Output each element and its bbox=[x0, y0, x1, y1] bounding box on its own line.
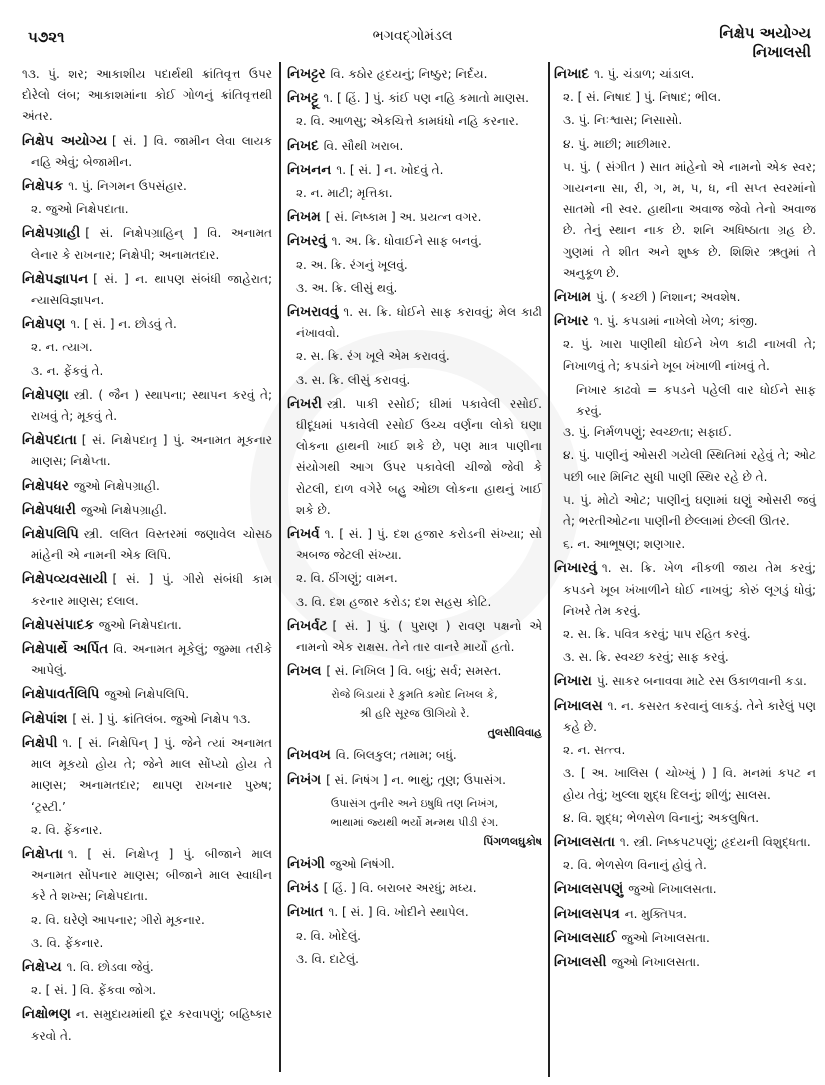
dictionary-entry bbox=[22, 476, 272, 497]
headword: નિખારા bbox=[554, 673, 592, 690]
definition: સ્ત્રી. લલિત વિસ્તરમાં જણાવેલ ચોસઠ માંહેની એ નામની એક લિપિ. bbox=[31, 527, 272, 563]
dictionary-entry bbox=[287, 64, 542, 85]
sense-definition: ૫. પું. ( સંગીત ) સાત માંહેનો એ નામનો એક સ્વર; ગાયનના સા, રી, ગ, મ, પ, ધ, ની સપ્ત સ્વરમાંનો સાતમો ની સ્વર. હાથીના અવાજ જેવો તેનો અવાજ છે. તેનું સ્થાન નાક છે. શનિ અધિષ્ઠાતા ગ્રહ છે. ગુણમાં તે શીત અને શુષ્ક છે. શિશિર ઋતુમાં તે અનુકૂળ છે. bbox=[563, 159, 816, 280]
page-number: ૫૭૨૧ bbox=[28, 28, 65, 46]
definition: ૧. પું. ચંડાળ; ચાંડાલ. bbox=[594, 67, 695, 81]
definition: ૧. [ હિં. ] પું. કાંઈ પણ નહિ કમાતો માણસ. bbox=[323, 91, 529, 106]
definition: [ સં. નિખિલ ] વિ. બધું; સર્વ; સમસ્ત. bbox=[326, 664, 502, 679]
definition: ૧. વિ. છોડવા જેવું. bbox=[66, 959, 154, 974]
headword: નિખંડ bbox=[287, 880, 319, 897]
headword: નિખામ bbox=[554, 289, 592, 306]
headword: નિખાદ bbox=[554, 66, 590, 82]
headword: નિખારવું bbox=[554, 560, 597, 577]
definition: ૧. [ સં. ] ન. ખોદવું તે. bbox=[336, 162, 444, 177]
sense-definition: ૪. પું. માછી; માછીમાર. bbox=[563, 136, 672, 151]
sense-definition: ૩. વિ. ફેંકનાર. bbox=[31, 935, 104, 950]
headword: નિખાલસી bbox=[554, 953, 607, 970]
headword: નિક્ષેપ અયોગ્ય bbox=[22, 132, 108, 149]
definition: વિ. કઠોર હૃદયનું; નિષ્ઠુર; નિર્દય. bbox=[330, 67, 488, 81]
dictionary-entry bbox=[287, 302, 542, 344]
headword: નિક્ષેપ્તા bbox=[22, 845, 63, 862]
dictionary-entry bbox=[22, 709, 272, 730]
headword: નિખદ bbox=[287, 137, 319, 154]
sense-definition: ૩. [ અ. ખાલિસ ( ચોખ્ખું ) ] વિ. મનમાં કપટ ન હોય તેવું; ખુલ્લા શુદ્ધ દિલનું; શીળું; સાલસ. bbox=[563, 766, 816, 802]
dictionary-entry bbox=[554, 696, 816, 738]
dictionary-entry bbox=[287, 770, 542, 791]
sense-definition: ૨. અ. ક્રિ. રંગનું ખૂલવું. bbox=[296, 257, 408, 272]
headword: નિક્ષેપણા bbox=[22, 386, 69, 403]
dictionary-entry bbox=[554, 952, 816, 973]
headword: નિખરવું bbox=[287, 233, 327, 250]
definition: ૧. સ. ક્રિ. ધોઈને સાફ કરાવવું; મેલ કાઢી નંખાવવો. bbox=[296, 305, 542, 341]
column-divider bbox=[279, 62, 281, 1072]
definition: [ સં. ] ન. થાપણ સંબંધી જાહેરાત; ન્યાસવિજ્ઞાપન. bbox=[31, 271, 272, 308]
headword: નિખરી bbox=[287, 395, 323, 412]
dictionary-entry bbox=[287, 524, 542, 566]
quotation-line: ઉપાસંગ તુનીર અને ઇષુધિ તણ નિખંગ, bbox=[330, 796, 499, 810]
headword: નિખાલસાઈ bbox=[554, 929, 617, 946]
dictionary-entry bbox=[287, 661, 542, 682]
quotation-source: તુલસીવિવાહ bbox=[487, 726, 542, 740]
headword: નિક્ષેપાર્થે અર્પિત bbox=[22, 641, 109, 658]
definition: પું. ( કચ્છી ) નિશાન; અવશેષ. bbox=[596, 290, 741, 305]
continued-definition: ૧૩. પું. શર; આકાશીય પદાર્થથી ક્રાંતિવૃત્ત ઉપર દોરેલો લંબ; આકાશમાંના કોઈ ગોળનું ક્રાંતિવૃત્તથી અંતર. bbox=[22, 67, 272, 124]
dictionary-entry bbox=[287, 88, 542, 109]
dictionary-entry bbox=[554, 832, 816, 853]
sense-definition: ૨. ન. ત્યાગ. bbox=[31, 340, 93, 355]
dictionary-entry bbox=[22, 430, 272, 472]
dictionary-entry bbox=[22, 569, 272, 611]
dictionary-entry bbox=[287, 136, 542, 157]
dictionary-entry bbox=[22, 524, 272, 566]
dictionary-entry bbox=[287, 745, 542, 766]
headword: નિખર્વટ bbox=[287, 617, 328, 634]
definition: ૧. અ. ક્રિ. ધોવાઈને સાફ બનવું. bbox=[331, 234, 482, 249]
column-1 bbox=[22, 64, 272, 1050]
definition: જુઓ નિખાલસતા. bbox=[628, 882, 717, 897]
dictionary-entry bbox=[287, 902, 542, 923]
definition: ૧. [ સં. ] ન. છોડવું તે. bbox=[70, 317, 177, 332]
headword: નિક્ષેપસંપાદક bbox=[22, 616, 94, 633]
dictionary-entry bbox=[22, 957, 272, 978]
headword: નિક્ષેપગ્રાહી bbox=[22, 225, 81, 242]
headword: નિક્ષોભણ bbox=[22, 1006, 71, 1023]
sense-definition: ૩. પું. નિર્મળપણું; સ્વચ્છતા; સફાઈ. bbox=[563, 425, 732, 440]
definition: સ્ત્રી. ( જૈન ) સ્થાપના; સ્થાપન કરવું તે; રાખવું તે; મૂકવું તે. bbox=[31, 387, 272, 424]
definition: ન. સમુદાયમાંથી દૂર કરવાપણું; બહિષ્કાર કરવો તે. bbox=[31, 1007, 272, 1043]
headword: નિક્ષેપલિપિ bbox=[22, 526, 79, 543]
definition: સ્ત્રી. પાકી રસોઈ; ઘીમાં પકાવેલી રસોઈ. ઘીદૂધમાં પકાવેલી રસોઈ ઉચ્ચ વર્ણના લોકો ઘણા લોકના હાથની ખાઈ શકે છે, પણ માત્ર પાણીના સંયોગથી આગ ઉપર પકાવેલી ચીજો જેવી કે રોટલી, દાળ વગેરે બહુ ઓછા લોકના હાથનું ખાઈ શકે છે. bbox=[296, 396, 542, 517]
dictionary-entry bbox=[22, 844, 272, 908]
headword: નિખટ્ટૂ bbox=[287, 90, 319, 107]
definition: ૧. [ સં. ] વિ. ખોદીને સ્થાપેલ. bbox=[328, 905, 469, 920]
headword: નિખાત bbox=[287, 904, 324, 921]
headword: નિખવખ bbox=[287, 747, 331, 764]
sense-definition: ૪. વિ. શુદ્ધ; ભેળસેળ વિનાનું; અકલુષિત. bbox=[563, 810, 760, 825]
headword: નિક્ષેપદાતા bbox=[22, 432, 77, 449]
headword: નિખાલસ bbox=[554, 697, 603, 714]
sense-definition: ૨. વિ. આળસુ; એકચિત્તે કામધંધો નહિ કરનાર. bbox=[296, 114, 519, 129]
headword: નિક્ષેપધર bbox=[22, 477, 69, 494]
column-divider bbox=[548, 62, 550, 1077]
guide-words bbox=[719, 24, 811, 62]
headword: નિખાલસપત્ર bbox=[554, 905, 620, 922]
sense-definition: ૨. સ. ક્રિ. રંગ ખૂલે એમ કરાવવું. bbox=[296, 349, 450, 364]
sense-definition: ૨. પું. ખારા પાણીથી ધોઈને ખેળ કાઢી નાખવી તે; નિખાળવું તે; કપડાંને ખૂબ ખંખાળી નાંખવું તે. bbox=[563, 337, 816, 373]
column-3 bbox=[554, 64, 816, 976]
definition: [ સં. ] પું. ક્રાંતિલંબ. જુઓ નિક્ષેપ ૧૩. bbox=[72, 711, 251, 726]
definition: પું. સાકર બનાવવા માટે રસ ઉકાળવાની કડા. bbox=[596, 674, 807, 689]
definition: [ સં. ] વિ. જામીન લેવા લાયક નહિ એવું; બેજામીન. bbox=[31, 133, 273, 169]
sense-definition: ૩. પું. નિઃશ્વાસ; નિસાસો. bbox=[563, 113, 683, 128]
guide-word-last: નિખાલસી bbox=[752, 43, 811, 61]
dictionary-entry bbox=[22, 733, 272, 818]
dictionary-entry bbox=[22, 1004, 272, 1046]
guide-word-first: નિક્ષેપ અયોગ્ય bbox=[719, 24, 811, 42]
headword: નિખાલસપણું bbox=[554, 881, 624, 898]
dictionary-entry bbox=[554, 904, 816, 925]
definition: [ હિં. ] વિ. બરાબર અરધું; મધ્ય. bbox=[323, 881, 477, 896]
definition: ન. મુક્તિપત્ર. bbox=[624, 906, 687, 921]
definition: [ સં. નિક્ષેપગ્રાહિન્ ] વિ. અનામત લેનાર કે રાખનાર; નિક્ષેપી; અનામતદાર. bbox=[31, 226, 272, 262]
sense-definition: ૩. વિ. દાટેલું. bbox=[296, 951, 359, 966]
dictionary-entry bbox=[287, 394, 542, 521]
quotation-line: ભાથામાં જ્યથી ભર્યો મન્મથ પીડી રંગ. bbox=[330, 815, 499, 829]
page-header bbox=[0, 24, 825, 64]
definition: [ સં. ] પું. ગીરો સંબંધી કામ કરનાર માણસ; દલાલ. bbox=[31, 572, 272, 608]
headword: નિખર્વ bbox=[287, 526, 320, 543]
sense-definition: ૬. ન. આભૂષણ; શણગાર. bbox=[563, 537, 686, 552]
sense-definition: ૪. પું. પાણીનું ઓસરી ગયેલી સ્થિતિમાં રહેવું તે; ઓટ પછી બાર મિનિટ સુધી પાણી સ્થિર રહે છે તે. bbox=[563, 448, 816, 484]
headword: નિક્ષેપણ bbox=[22, 316, 66, 333]
definition: જુઓ નિક્ષેપગ્રાહી. bbox=[73, 478, 160, 493]
definition: ૧. ન. કસરત કરવાનું લાકડું. તેને કારેલું પણ કહે છે. bbox=[563, 698, 816, 734]
dictionary-entry bbox=[287, 854, 542, 875]
book-title: ભગવદ્ગોમંડલ bbox=[372, 28, 453, 44]
dictionary-entry bbox=[22, 131, 272, 173]
definition: જુઓ નિક્ષેપલિપિ. bbox=[104, 687, 190, 702]
dictionary-entry bbox=[554, 311, 816, 332]
sense-definition: ૨. વિ. ફેંકનાર. bbox=[31, 822, 103, 837]
headword: નિક્ષેપી bbox=[22, 734, 58, 751]
dictionary-entry bbox=[22, 615, 272, 636]
headword: નિક્ષેપાવર્તલિપિ bbox=[22, 686, 100, 703]
definition: [ સં. નિષ્કામ ] અ. પ્રયત્ન વગર. bbox=[325, 210, 482, 225]
sense-definition: ૨. જુઓ નિક્ષેપદાતા. bbox=[31, 202, 129, 217]
sense-definition: ૨. વિ. ઠીંગણું; વામન. bbox=[296, 571, 398, 586]
quotation-line: રોજે બિડાયાં રે કુમતિ કમોદ નિખલ કે, bbox=[331, 688, 498, 702]
definition: જુઓ નિક્ષેપગ્રાહી. bbox=[80, 502, 167, 517]
definition: વિ. સૌથી ખરાબ. bbox=[323, 138, 404, 153]
definition: જુઓ નિષંગી. bbox=[329, 856, 395, 871]
headword: નિખટ્ટર bbox=[287, 66, 326, 82]
definition: ૧. પું. કપડામાં નાખેલો ખેળ; કાંજી. bbox=[593, 314, 758, 329]
definition: જુઓ નિક્ષેપદાતા. bbox=[98, 617, 182, 632]
sense-definition: ૩. વિ. દશ હજાર કરોડ; દશ સહસ્ર કોટિ. bbox=[296, 594, 492, 609]
dictionary-entry bbox=[287, 207, 542, 228]
dictionary-entry bbox=[22, 385, 272, 427]
sense-definition: ૩. સ. ક્રિ. સ્વચ્છ કરવું; સાફ કરવું. bbox=[563, 650, 729, 665]
dictionary-entry bbox=[22, 500, 272, 521]
definition: વિ. બિલકુલ; તમામ; બધું. bbox=[335, 748, 457, 763]
dictionary-entry bbox=[287, 160, 542, 181]
sense-definition: ૩. અ. ક્રિ. લીસું થવું. bbox=[296, 280, 398, 295]
dictionary-entry bbox=[287, 878, 542, 899]
definition: ૧. [ સં. નિક્ષેપ્તૃ ] પું. બીજાને માલ અનામત સોંપનાર માણસ; બીજાને માલ સ્વાધીન કરે તે શખ્સ; નિક્ષેપદાતા. bbox=[31, 846, 272, 904]
headword: નિખમ bbox=[287, 209, 321, 226]
quotation-line: શ્રી હરિ સૂરજ ઊગિયો રે. bbox=[359, 707, 470, 721]
dictionary-entry bbox=[554, 558, 816, 622]
headword: નિખરાવવું bbox=[287, 304, 339, 321]
headword: નિક્ષેપધારી bbox=[22, 501, 76, 518]
definition: [ સં. નિષંગ ] ન. ભાથું; તૂણ; ઉપાસંગ. bbox=[326, 772, 506, 787]
definition: [ સં. ] પું. ( પુરાણ ) રાવણ પક્ષનો એ નામનો એક રાક્ષસ. તેને તાર વાનરે માર્યો હતો. bbox=[296, 618, 542, 655]
definition: ૧. [ સં. ] પું. દશ હજાર કરોડની સંખ્યા; સો અબજ જેટલી સંખ્યા. bbox=[296, 527, 542, 563]
sense-definition: ૨. વિ. ભેળસેળ વિનાનું હોવું તે. bbox=[563, 858, 707, 873]
sense-definition: ૨. વિ. ખોદેલું. bbox=[296, 928, 361, 943]
dictionary-entry bbox=[22, 223, 272, 265]
sense-definition: ૨. [ સં. ] વિ. ફેંકવા જોગ. bbox=[31, 983, 157, 998]
idiom-example: નિખાર કાઢવો = કપડને પહેલી વાર ધોઈને સાફ કરવું. bbox=[576, 382, 816, 419]
dictionary-entry bbox=[554, 879, 816, 900]
dictionary-entry bbox=[554, 671, 816, 692]
sense-definition: ૨. [ સં. નિષાદ ] પું. નિષાદ; ભીલ. bbox=[563, 90, 722, 105]
headword: નિખાલસતા bbox=[554, 833, 615, 850]
sense-definition: ૨. ન. માટી; મૃત્તિકા. bbox=[296, 186, 393, 201]
dictionary-entry bbox=[554, 928, 816, 949]
headword: નિખંગ bbox=[287, 771, 322, 788]
sense-definition: ૩. ન. ફેંકવું તે. bbox=[31, 363, 104, 378]
dictionary-entry bbox=[22, 176, 272, 197]
sense-definition: ૫. પું. મોટો ઓટ; પાણીનું ઘણામાં ઘણું ઓસરી જવું તે; ભરતીઓટના પાણીની છેલ્લામાં છેલ્લી ઊતર. bbox=[563, 492, 816, 529]
headword: નિક્ષેપ્ય bbox=[22, 958, 62, 975]
sense-definition: ૨. સ. ક્રિ. પવિત્ર કરવું; પાપ રહિત કરવું. bbox=[563, 627, 751, 642]
headword: નિખલ bbox=[287, 663, 322, 680]
definition: જુઓ નિખાલસતા. bbox=[621, 930, 710, 945]
dictionary-entry bbox=[287, 231, 542, 252]
definition: વિ. અનામત મૂકેલું; જુમ્મા તરીકે આપેલું. bbox=[31, 642, 273, 678]
headword: નિખંગી bbox=[287, 855, 325, 872]
definition: ૧. પું. નિગમન ઉપસંહાર. bbox=[68, 179, 187, 194]
definition: ૧. સ. ક્રિ. ખેળ નીકળી જાય તેમ કરવું; કપડને ખૂબ ખંખાળીને ધોઈ નાખવું; કોરું લૂગડું ધોવું; નિખરે તેમ કરવું. bbox=[563, 561, 816, 618]
sense-definition: ૨. વિ. ઘરેણે આપનાર; ગીરો મૂકનાર. bbox=[31, 912, 205, 927]
sense-definition: ૩. સ. ક્રિ. લીસું કરાવવું. bbox=[296, 372, 411, 387]
dictionary-entry bbox=[554, 287, 816, 308]
headword: નિક્ષેપાંશ bbox=[22, 710, 68, 727]
dictionary-entry bbox=[22, 269, 272, 311]
dictionary-entry bbox=[22, 639, 272, 681]
dictionary-entry bbox=[287, 616, 542, 658]
dictionary-entry bbox=[22, 314, 272, 335]
definition: જુઓ નિખાલસતા. bbox=[611, 954, 700, 969]
headword: નિખાર bbox=[554, 313, 589, 330]
quotation-source: પિંગળલઘુકોષ bbox=[483, 834, 542, 848]
headword: નિક્ષેપક bbox=[22, 178, 64, 195]
headword: નિક્ષેપવ્યવસાયી bbox=[22, 571, 108, 588]
sense-definition: ૨. ન. સત્ત્વ. bbox=[563, 743, 626, 758]
dictionary-entry bbox=[22, 684, 272, 705]
definition: ૧. સ્ત્રી. નિષ્કપટપણું; હૃદયની વિશુદ્ધતા. bbox=[619, 834, 811, 849]
dictionary-entry bbox=[554, 64, 816, 85]
headword: નિક્ષેપજ્ઞાપન bbox=[22, 270, 89, 287]
headword: નિખનન bbox=[287, 161, 332, 178]
definition: [ સં. નિક્ષેપદાતૃ ] પું. અનામત મૂકનાર માણસ; નિક્ષેપ્તા. bbox=[31, 433, 272, 469]
definition: ૧. [ સં. નિક્ષેપિન્ ] પું. જેને ત્યાં અનામત માલ મૂકયો હોય તે; જેને માલ સોંપ્યો હોય તે માણસ; અનામતદાર; થાપણ રાખનાર પુરુષ; ‘ટ્રસ્ટી.’ bbox=[31, 735, 272, 814]
column-2 bbox=[287, 64, 542, 973]
